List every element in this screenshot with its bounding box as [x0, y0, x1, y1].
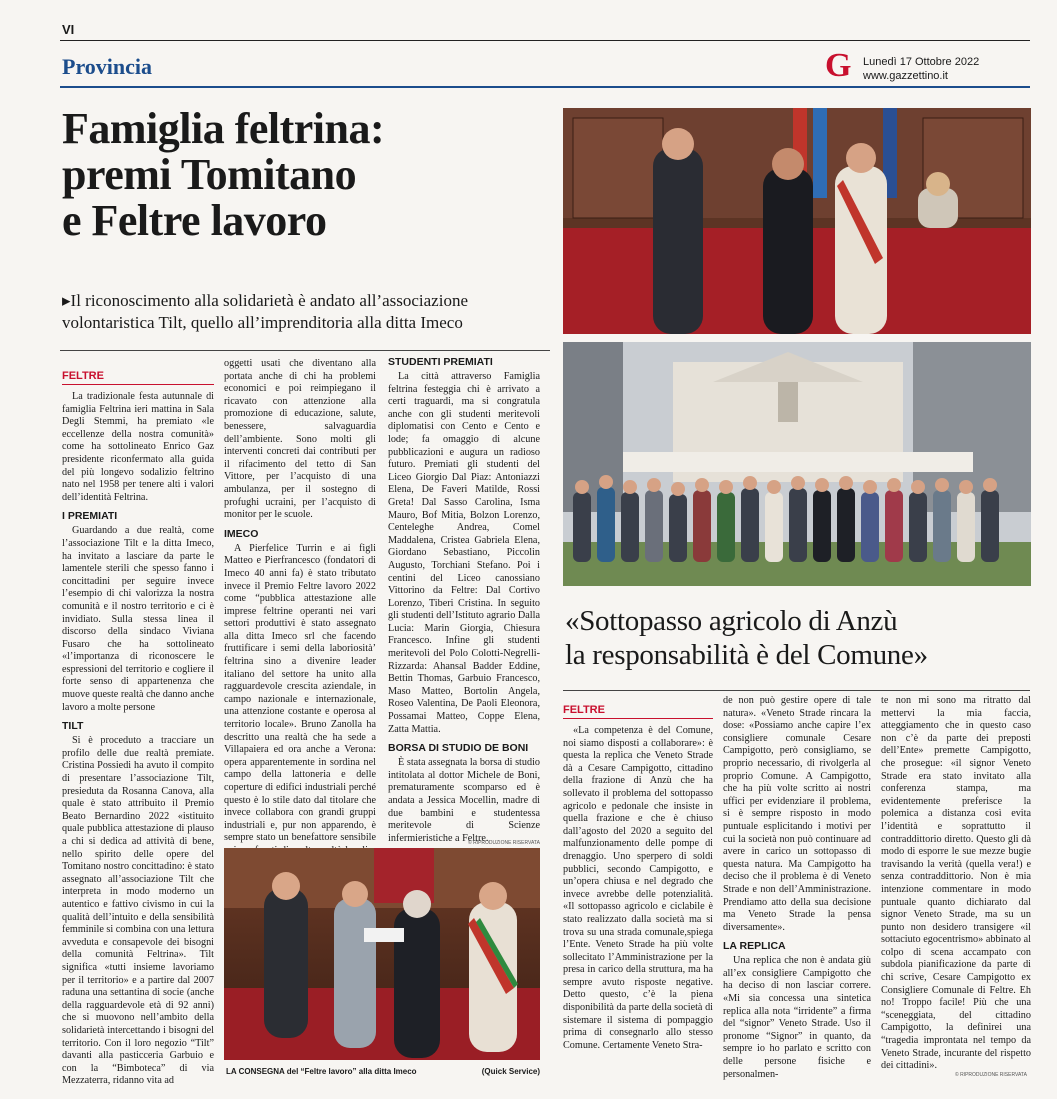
section-rule — [60, 86, 1030, 88]
paragraph: La città attraverso Famiglia feltrina festeggia chi è arrivato a certi traguardi, ma si congratula anche con gli studenti meritevoli diplomatisi con Cento e Cento e lode; fa omaggio di alcune pubblicazioni e augura un radioso futuro. Premiati gli studenti del Liceo Giorgio Dal Piaz: Antoniazzi Elena, De Faveri Matilde, Rossi Greta! Dal Sasso Carolina, Isma Mauro, Bof Mitia, Bolzon Lorenzo, Centeleghe Andrea, Comel Maddalena, Cristea Gabriela Elena, Giordano Sebastiano, Piccolin Augusto, Torchiani Stefano. Poi i centini del Liceo canossiano Vittorino da Feltre: Dal Cortivo Lorenzo, Tiberi Cristina. In seguito gli studenti dell’Istituto agrario Dalla Lucia: Marin Giorgia, Chiesura Francesco. Infine gli studenti meritevoli del Polo Colotti-Negrelli-Rizzarda: Ahansal Badder Eddine, Bettin Thomas, Garbuio Francesco, Maso Matteo, Bortolin Angela, Roseo Valentina, De Paoli Eleonora, Possamai Matteo, Coppe Elena, Zatta Mattia. — [388, 371, 540, 735]
caption-credit: (Quick Service) — [481, 1067, 540, 1076]
subhead-rule — [60, 350, 550, 351]
paragraph: oggetti usati che diventano alla portata anche di chi ha problemi economici e poi reimpiegano il ricavato con attenzione alla promozione di educazione, salute, benessere, salvaguardia dell’ambiente. Sono molti gli interventi concreti dai contributi per il rifacimento del tetto di San Vittore, per l’acquisto di una ambulanza, per il sostegno di profughi ucraini, per l’acquisto di monitor per le scuole. — [224, 358, 376, 521]
headline-line: la responsabilità è del Comune» — [565, 639, 928, 671]
subtitle-borsa: BORSA DI STUDIO DE BONI — [388, 742, 529, 755]
photo-illustration — [224, 848, 540, 1060]
article2-column-2 — [723, 695, 871, 1080]
article2-column-1 — [563, 704, 713, 1082]
paragraph: Una replica che non è andata giù all’ex consigliere Campigotto che ha deciso di non lasciar correre. «Mi sia concessa una sintetica replica alla nota “irridente” a firma del “signor” Veneto Strade. Uso il pronome “Signor” in quanto, da sempre io ho parlato e scritto con delle persone fisiche e personalmen- — [723, 955, 871, 1080]
copyright-note: © RIPRODUZIONE RISERVATA — [955, 1072, 1027, 1078]
headline-line: Famiglia feltrina: — [62, 104, 385, 153]
paragraph: Si è proceduto a tracciare un profilo delle due realtà premiate. Cristina Possiedi ha avuto il compito di presentare l’associazione Tilt, presieduta da Rosanna Canova, alla quale è stato attribuito il Premio Beato Bernardino 2022 «istituito quale pubblica attestazione di plauso a chi si dedica ad attività di bene, nello spirito delle opere del Tomitano nostro concittadino: è stato assegnato all’associazione Tilt che interpreta in modo moderno un autentico e fattivo civismo in cui la qualità dell’intuito e della sensibilità femminile si combina con una lettura avveduta e consapevole dei bisogni della comunità Feltrina». Tilt significa «tutti insieme lavoriamo per il territorio» e a partire dal 2007 raduna una settantina di socie (anche della ragguardevole età di 92 anni) che si muovono nell’ambito della solidarietà intercettando i bisogni del territorio. Con il loro negozio “Tilt” davanti alla pasticceria Garbuio e con la “Bimboteca” di via Mezzaterra, ridanno vita ad — [62, 735, 214, 1087]
paragraph: «La competenza è del Comune, noi siamo disposti a collaborare»: è questa la replica che Veneto Strade dà a Cesare Campigotto, cittadino della frazione di Anzù che ha sollevato il problema del sottopasso agricolo e pedonale che insiste in quella frazione e che è chiuso dall’agosto del 2020 a seguito del malfunzionamento delle pompe di drenaggio. Uno sperpero di soldi pubblici, secondo Campigotto, e un’opera chiusa e nel degrado che invece avrebbe delle potenzialità. «Il sottopasso agricolo e ciclabile è stato realizzato dalla società ma si trova su una strada comunale,spiega l’Ente. Veneto Strade ha più volte sollecitato l’Amministrazione per la presa in carico della struttura, ma ha sempre avuto risposte negative. Detto questo, c’è la piena disponibilità da parte della società di sistemare il sistema di pompaggio prima di consegnarlo allo stesso Comune. Certamente Veneto Stra- — [563, 725, 713, 1051]
paragraph: de non può gestire opere di tale natura». «Veneto Strade rincara la dose: «Possiamo anche capire l’ex consigliere comunale Cesare Campigotto, però consigliamo, se proprio necessario, di rivolgerla al proprio Comune. A Campigotto, che ha più volte scritto ai nostri uffici per evidenziare il problema, si è sempre risposto in modo puntuale esplicitando i motivi per cui la società non può continuare ad avere in carico un sottopasso di questa natura. Ma Campigotto ha deciso che il problema è di Veneto Strade e non dell’Amministrazione. Prendiamo atto della sua decisione ma Veneto Strade la pensa diversamente». — [723, 695, 871, 933]
subtitle-imeco: IMECO — [224, 527, 259, 540]
paragraph: È stata assegnata la borsa di studio intitolata al dottor Michele de Boni, prematuramente scomparso ed è andata a Jessica Mocellin, madre di due bambini e studentessa meritevole di Scienze infermieristiche a Feltre. — [388, 757, 540, 844]
article2-kicker: FELTRE — [563, 704, 713, 719]
section-title: Provincia — [62, 54, 153, 79]
photo-students-group — [563, 342, 1031, 586]
photo-illustration — [563, 108, 1031, 334]
article1-column-1 — [62, 370, 214, 1087]
article1-column-2 — [224, 358, 376, 844]
newspaper-logo: G — [825, 47, 852, 84]
paragraph: A Pierfelice Turrin e ai figli Matteo e Pierfrancesco (fondatori di Imeco 40 anni fa) è stato tributato invece il Premio Feltre lavoro 2022 come “pubblica attestazione alle imprese feltrine operanti nei vari settori produttivi è stato assegnato alla ditta Imeco srl che facendo fruttificare i semi della laboriosità’ feltrina sino a divenire leader italiano del settore ha unito alla ragguardevole crescita aziendale, in campo nazionale e internazionale, una attenzione costante e operosa al territorio locale». Bruno Zanolla ha descritto una realtà che ha sede a Villapaiera ed ora anche a Verona: opera apparentemente in sordina nel campo della lattoneria e delle coperture di edifici industriali perché questo è lo stile dato dal titolare che invece collabora con grandi gruppi industriali e, pur non apparendo, è sempre stato un benefattore sensibile — [224, 542, 376, 844]
subtitle-replica: LA REPLICA — [723, 940, 786, 953]
subtitle-premiati: I PREMIATI — [62, 510, 118, 523]
copyright-note: © RIPRODUZIONE RISERVATA — [468, 840, 540, 846]
headline-line: premi Tomitano — [62, 150, 357, 199]
subtitle-studenti: STUDENTI PREMIATI — [388, 356, 493, 368]
subtitle-tilt: TILT — [62, 720, 84, 733]
headline-rule — [563, 690, 1030, 691]
paragraph: Guardando a due realtà, come l’associazione Tilt e la ditta Imeco, ha invitato a lasciare da parte le lamentele sterili che spesso fanno i concittadini per seguire invece l’esempio di chi valorizza la nostra comunità e il nostro territorio e ci è invidiato. Sulla stessa linea il discorso della sindaco Viviana Fusaro che ha sottolineato «l’importanza di riconoscere le espressioni del territorio e cogliere il forte senso di appartenenza che muove queste realtà che danno anche lavoro a molte persone — [62, 525, 214, 713]
website-url: www.gazzettino.it — [863, 70, 948, 82]
headline-line: e Feltre lavoro — [62, 196, 327, 245]
photo-ceremony-hall — [563, 108, 1031, 334]
page-number: VI — [62, 22, 75, 37]
paragraph: te non mi sono ma ritratto dal mettervi la mia faccia, atteggiamento che in questo caso non c’è da parte dei preposti dell’Ente» premette Campigotto, che prosegue: «il signor Veneto Strade era stato invitato alla conferenza stampa, ma evidentemente preferisce la polemica a distanza così evita l’identità e soprattutto il contraddittorio diretto. Questo gli dà modo di esporre le sue mezze bugie travisando la verità (quella vera!) e senza contraddittorio. Non è mia intenzione commentare in modo puntuale quanto dichiarato dal signor Veneto Strade, ma su un punto non desidero transigere «il sottaciuto egocentrismo» abbinato al colpo di scena accampato con subdola pianificazione da parte di chi scrive, Cesare Campigotto ex Consigliere Comunale di Feltre. Eh no! Troppo facile! Più che una “sceneggiata, del cittadino Campigotto, la definirei una “tragedia improntata nel tempo da Veneto Strade, incurante del rispetto dei cittadini». — [881, 695, 1031, 1072]
article1-kicker: FELTRE — [62, 370, 214, 385]
article2-column-3 — [881, 695, 1031, 1072]
photo-illustration — [563, 342, 1031, 586]
article1-subhead: ▸Il riconoscimento alla solidarietà è andato all’associazione volontaristica Tilt, quello all’imprenditoria alla ditta Imeco — [62, 291, 468, 332]
article2-headline — [565, 604, 1035, 672]
top-rule — [60, 40, 1030, 41]
caption-text: LA CONSEGNA del “Feltre lavoro” alla ditta Imeco — [226, 1067, 417, 1076]
photo-caption — [226, 1067, 540, 1077]
article1-intro: La tradizionale festa autunnale di famiglia Feltrina ieri mattina in Sala Degli Stemmi, ha premiato «le eccellenze della nostra comunità» come ha sottolineato Enrico Gaz presidente riconfermato alla guida del più longevo sodalizio feltrino nato nel 1958 per tenere alti i valori dell’identità Feltrina. — [62, 391, 214, 503]
photo-award-imeco — [224, 848, 540, 1060]
issue-date: Lunedì 17 Ottobre 2022 — [863, 56, 980, 68]
headline-line: «Sottopasso agricolo di Anzù — [565, 605, 898, 637]
article1-headline — [62, 106, 542, 244]
